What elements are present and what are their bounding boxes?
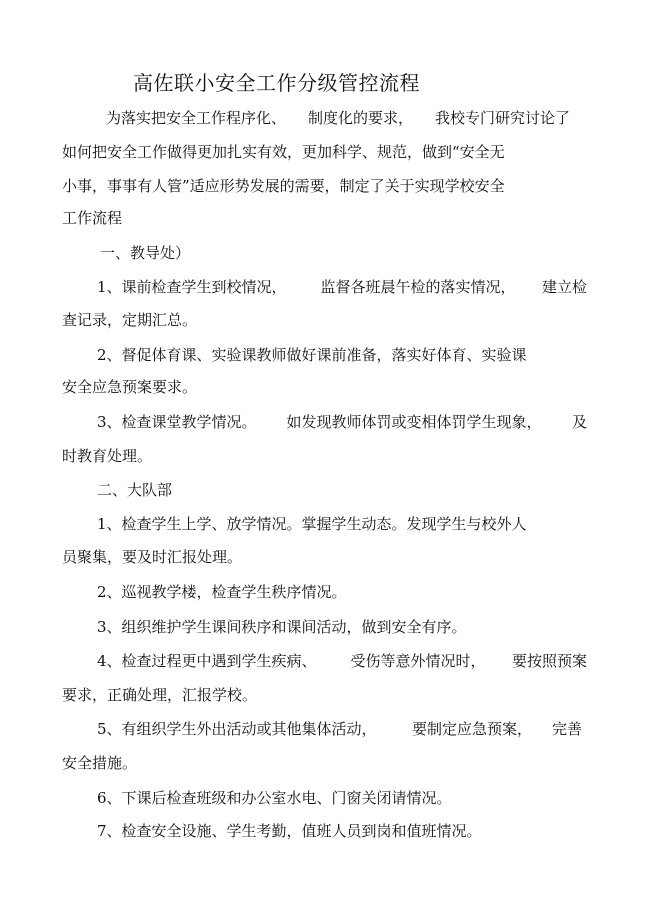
s1-item1-line2: 查记录，定期汇总。 [62, 311, 198, 329]
s2-item4-line1 [97, 651, 587, 671]
intro-line-1 [106, 108, 570, 128]
s1-item1-seg: 监督各班晨午检的落实情况， [320, 278, 516, 296]
s1-item1-seg: 建立检 [541, 278, 587, 296]
s2-item2: 2、巡视教学楼，检查学生秩序情况。 [97, 583, 347, 601]
s1-item1-line1 [97, 277, 587, 297]
s2-item5-seg: 完善 [551, 720, 582, 738]
intro-seg: 为落实把安全工作程序化、 [106, 109, 287, 127]
s2-item5-seg: 要制定应急预案， [412, 720, 533, 738]
s1-item1-seg: 1、课前检查学生到校情况， [97, 278, 287, 296]
s2-item4-seg: 要按照预案 [511, 652, 587, 670]
intro-seg: 制度化的要求， [308, 109, 414, 127]
s1-item3-seg: 如发现教师体罚或变相体罚学生现象， [286, 413, 542, 431]
s2-item1-line1: 1、检查学生上学、放学情况。掌握学生动态。发现学生与校外人 [97, 515, 527, 533]
section1-heading: 一、教导处） [100, 244, 191, 262]
s1-item3-line1 [97, 412, 587, 432]
s2-item5-seg: 5、有组织学生外出活动或其他集体活动， [97, 720, 377, 738]
s2-item1-line2: 员聚集，要及时汇报处理。 [62, 548, 243, 566]
s2-item7: 7、检查安全设施、学生考勤，值班人员到岗和值班情况。 [97, 822, 482, 840]
s2-item4-line2: 要求，正确处理，汇报学校。 [62, 686, 258, 704]
s1-item3-line2: 时教育处理。 [62, 447, 153, 465]
s1-item2-line2: 安全应急预案要求。 [62, 378, 198, 396]
s2-item6: 6、下课后检查班级和办公室水电、门窗关闭请情况。 [97, 789, 452, 807]
s1-item3-seg: 3、检查课堂教学情况。 [97, 413, 257, 431]
s1-item3-seg: 及 [571, 413, 587, 431]
s2-item4-seg: 受伤等意外情况时， [350, 652, 486, 670]
s2-item4-seg: 4、检查过程更中遇到学生疾病、 [97, 652, 317, 670]
s1-item2-line1: 2、督促体育课、实验课教师做好课前准备，落实好体育、实验课 [97, 346, 527, 364]
s2-item5-line1 [97, 719, 582, 739]
intro-seg: 我校专门研究讨论了 [435, 109, 571, 127]
section2-heading: 二、大队部 [97, 481, 173, 499]
s2-item5-line2: 安全措施。 [62, 754, 138, 772]
document-title: 高佐联小安全工作分级管控流程 [133, 71, 420, 95]
intro-line-4: 工作流程 [62, 209, 123, 227]
s2-item3: 3、组织维护学生课间秩序和课间活动，做到安全有序。 [97, 618, 467, 636]
intro-line-2: 如何把安全工作做得更加扎实有效，更加科学、规范，做到“安全无 [62, 143, 505, 161]
intro-line-3: 小事，事事有人管”适应形势发展的需要，制定了关于实现学校安全 [62, 177, 505, 195]
